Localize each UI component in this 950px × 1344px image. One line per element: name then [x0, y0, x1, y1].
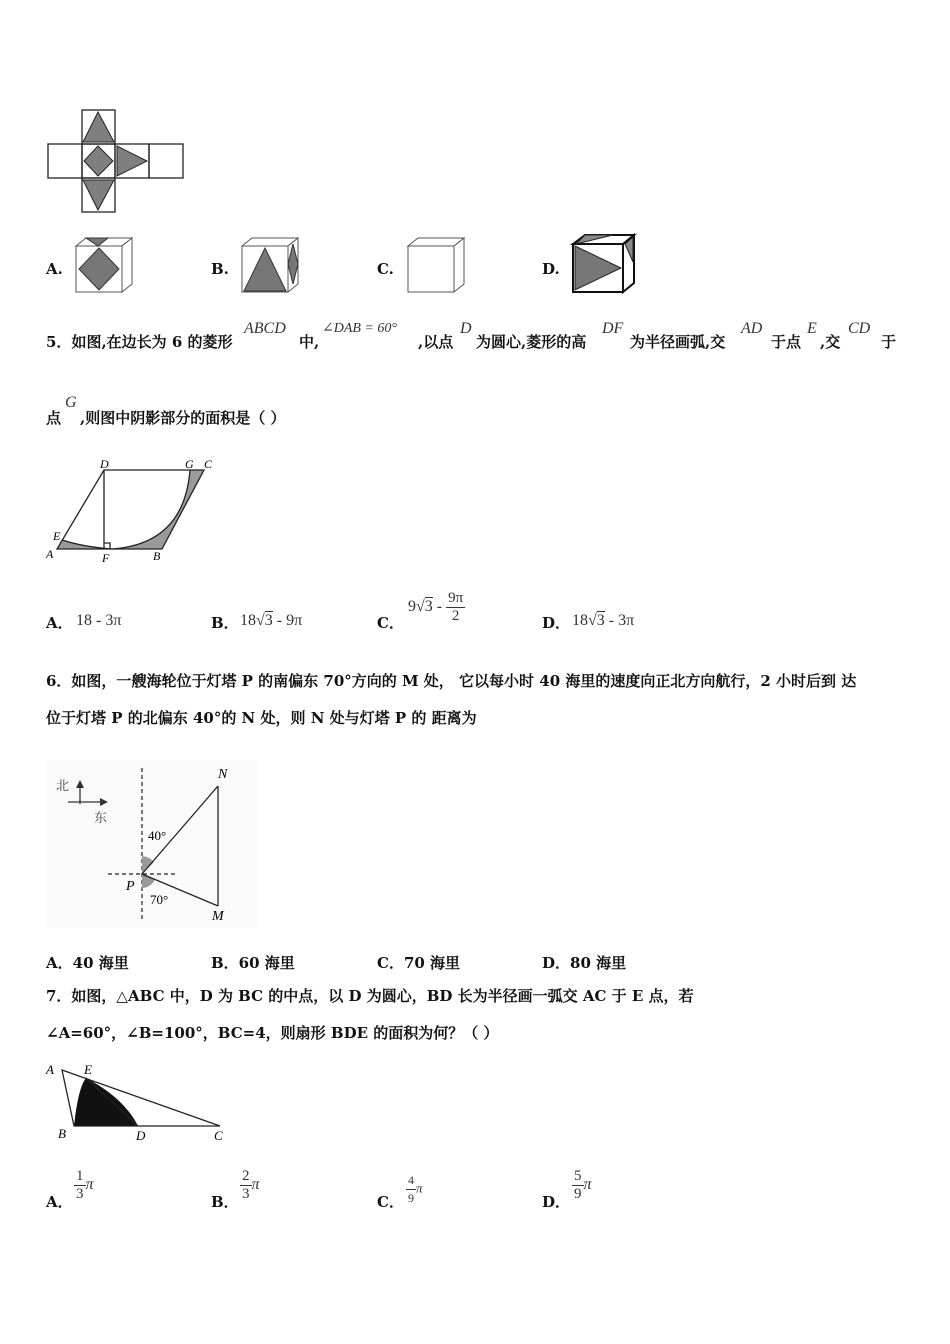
q6-line2: 位于灯塔 P 的北偏东 40°的 N 处，则 N 处与灯塔 P 的 距离为	[46, 709, 477, 727]
shaded-region-right	[112, 470, 204, 549]
q7-option-c-letter: C．	[377, 1193, 404, 1211]
q5-number: 5．	[46, 333, 72, 351]
q7-b-num: 2	[242, 1168, 250, 1184]
q7-option-c-value	[406, 1172, 423, 1207]
lighthouse-figure	[46, 760, 258, 928]
q7-c-num: 4	[406, 1172, 416, 1190]
q7-b-den: 3	[242, 1186, 250, 1202]
q5-m4: DF	[602, 320, 624, 337]
q5-t2: 中,	[299, 333, 320, 351]
label-angle-70: 70°	[150, 892, 169, 907]
q7-d-den: 9	[574, 1186, 582, 1202]
q5-m8: G	[65, 394, 77, 411]
q7-d-num: 5	[574, 1168, 582, 1184]
label-b: B	[58, 1126, 66, 1141]
q7-c-pi: π	[416, 1180, 423, 1196]
label-east: 东	[94, 810, 108, 825]
cube-option-a-icon	[72, 236, 136, 298]
q5-t7: ,交	[820, 333, 841, 351]
q7-c-den: 9	[408, 1191, 414, 1205]
q7-b-pi: π	[251, 1176, 260, 1194]
q5-b-rad: 3	[264, 612, 273, 629]
label-n: N	[218, 767, 228, 782]
q5-option-b-value	[240, 612, 302, 630]
q5-m7: CD	[848, 320, 871, 337]
q4-option-a-letter: A.	[46, 260, 63, 278]
q5-option-a-value: 18 - 3π	[76, 612, 122, 629]
label-e: E	[53, 529, 61, 543]
sqrt-icon: √	[416, 598, 425, 616]
q5-t8: 于	[881, 333, 897, 351]
q5-d-pre: 18	[572, 612, 588, 629]
q7-d-fraction	[572, 1168, 584, 1203]
q7-a-fraction	[74, 1168, 86, 1203]
label-m: M	[212, 909, 224, 924]
q5-t6: 于点	[771, 333, 802, 351]
q5-c-den: 2	[451, 608, 460, 624]
q7-option-a-value	[74, 1168, 94, 1203]
q4-option-c-letter: C.	[377, 260, 394, 278]
q7-c-fraction	[406, 1172, 416, 1207]
q7-a-den: 3	[76, 1186, 84, 1202]
q5-t10: ,则图中阴影部分的面积是（ ）	[80, 409, 286, 427]
q5-b-pre: 18	[240, 612, 256, 629]
q7-option-d-value	[572, 1168, 592, 1203]
q5-m5: AD	[741, 320, 763, 337]
label-e: E	[84, 1062, 92, 1077]
q5-option-a-letter: A．	[46, 614, 73, 632]
q6-option-c: C．70 海里	[377, 954, 461, 972]
q6-option-a: A．40 海里	[46, 954, 129, 972]
q7-option-a-letter: A．	[46, 1193, 73, 1211]
q5-m6: E	[807, 320, 817, 337]
q7-option-b-letter: B．	[211, 1193, 239, 1211]
q5-t9: 点	[46, 409, 62, 427]
label-c: C	[214, 1128, 223, 1143]
q5-c-pre: 9	[408, 598, 416, 616]
q5-m1: ABCD	[244, 320, 286, 337]
label-g: G	[185, 457, 194, 471]
q5-line1	[46, 332, 233, 352]
q7-b-fraction	[240, 1168, 252, 1203]
q4-option-d-letter: D.	[542, 260, 560, 278]
sqrt-icon: √	[588, 612, 597, 629]
label-c: C	[204, 457, 213, 471]
q5-option-b-letter: B．	[211, 614, 239, 632]
q4-option-b-letter: B.	[211, 260, 229, 278]
triangle-sector-figure	[44, 1058, 230, 1148]
label-d: D	[136, 1128, 146, 1143]
q5-option-c-letter: C．	[377, 614, 404, 632]
q5-d-rad: 3	[596, 612, 605, 629]
q7-line2: ∠A=60°，∠B=100°，BC=4，则扇形 BDE 的面积为何？（ ）	[46, 1024, 499, 1042]
label-p: P	[126, 879, 135, 894]
q5-b-post: - 9π	[272, 612, 303, 629]
q5-d-post: - 3π	[604, 612, 635, 629]
cube-option-d-icon	[568, 232, 638, 298]
q5-c-num: 9π	[448, 590, 464, 606]
cube-net-figure	[44, 106, 186, 216]
label-a: A	[46, 1062, 54, 1077]
q5-c-fraction	[446, 590, 465, 625]
q5-option-d-value	[572, 612, 634, 630]
q7-option-d-letter: D．	[542, 1193, 571, 1211]
q7-d-pi: π	[583, 1176, 592, 1194]
q5-t3: ,以点	[418, 333, 454, 351]
rhombus-figure	[44, 456, 224, 568]
q6-line1: 6．如图，一艘海轮位于灯塔 P 的南偏东 70°方向的 M 处， 它以每小时 40 海里的速度向正北方向航行，2 小时后到 达	[46, 672, 857, 690]
q5-t1: 如图,在边长为 6 的菱形	[71, 333, 233, 351]
q7-line1: 7．如图，△ABC 中，D 为 BC 的中点，以 D 为圆心，BD 长为半径画一弧交 AC 于 E 点，若	[46, 987, 694, 1005]
label-a: A	[46, 547, 54, 561]
cube-option-b-icon	[238, 236, 302, 298]
q7-a-pi: π	[85, 1176, 94, 1194]
label-angle-40: 40°	[148, 828, 167, 843]
label-f: F	[102, 551, 110, 565]
sqrt-icon: √	[256, 612, 265, 629]
q5-m3: D	[460, 320, 472, 337]
label-d: D	[100, 457, 109, 471]
q7-a-num: 1	[76, 1168, 84, 1184]
q7-option-b-value	[240, 1168, 260, 1203]
q5-c-rad: 3	[424, 598, 433, 616]
cube-option-c-icon	[404, 236, 468, 298]
q5-t4: 为圆心,菱形的高	[476, 333, 587, 351]
q5-c-mid: -	[432, 598, 447, 616]
label-b: B	[153, 549, 161, 563]
label-north: 北	[56, 778, 70, 793]
q5-t5: 为半径画弧,交	[630, 333, 726, 351]
q5-option-d-letter: D．	[542, 614, 571, 632]
q5-option-c-value	[408, 590, 465, 625]
q5-m2: ∠DAB = 60°	[322, 321, 397, 336]
q6-option-b: B．60 海里	[211, 954, 295, 972]
q6-option-d: D．80 海里	[542, 954, 627, 972]
